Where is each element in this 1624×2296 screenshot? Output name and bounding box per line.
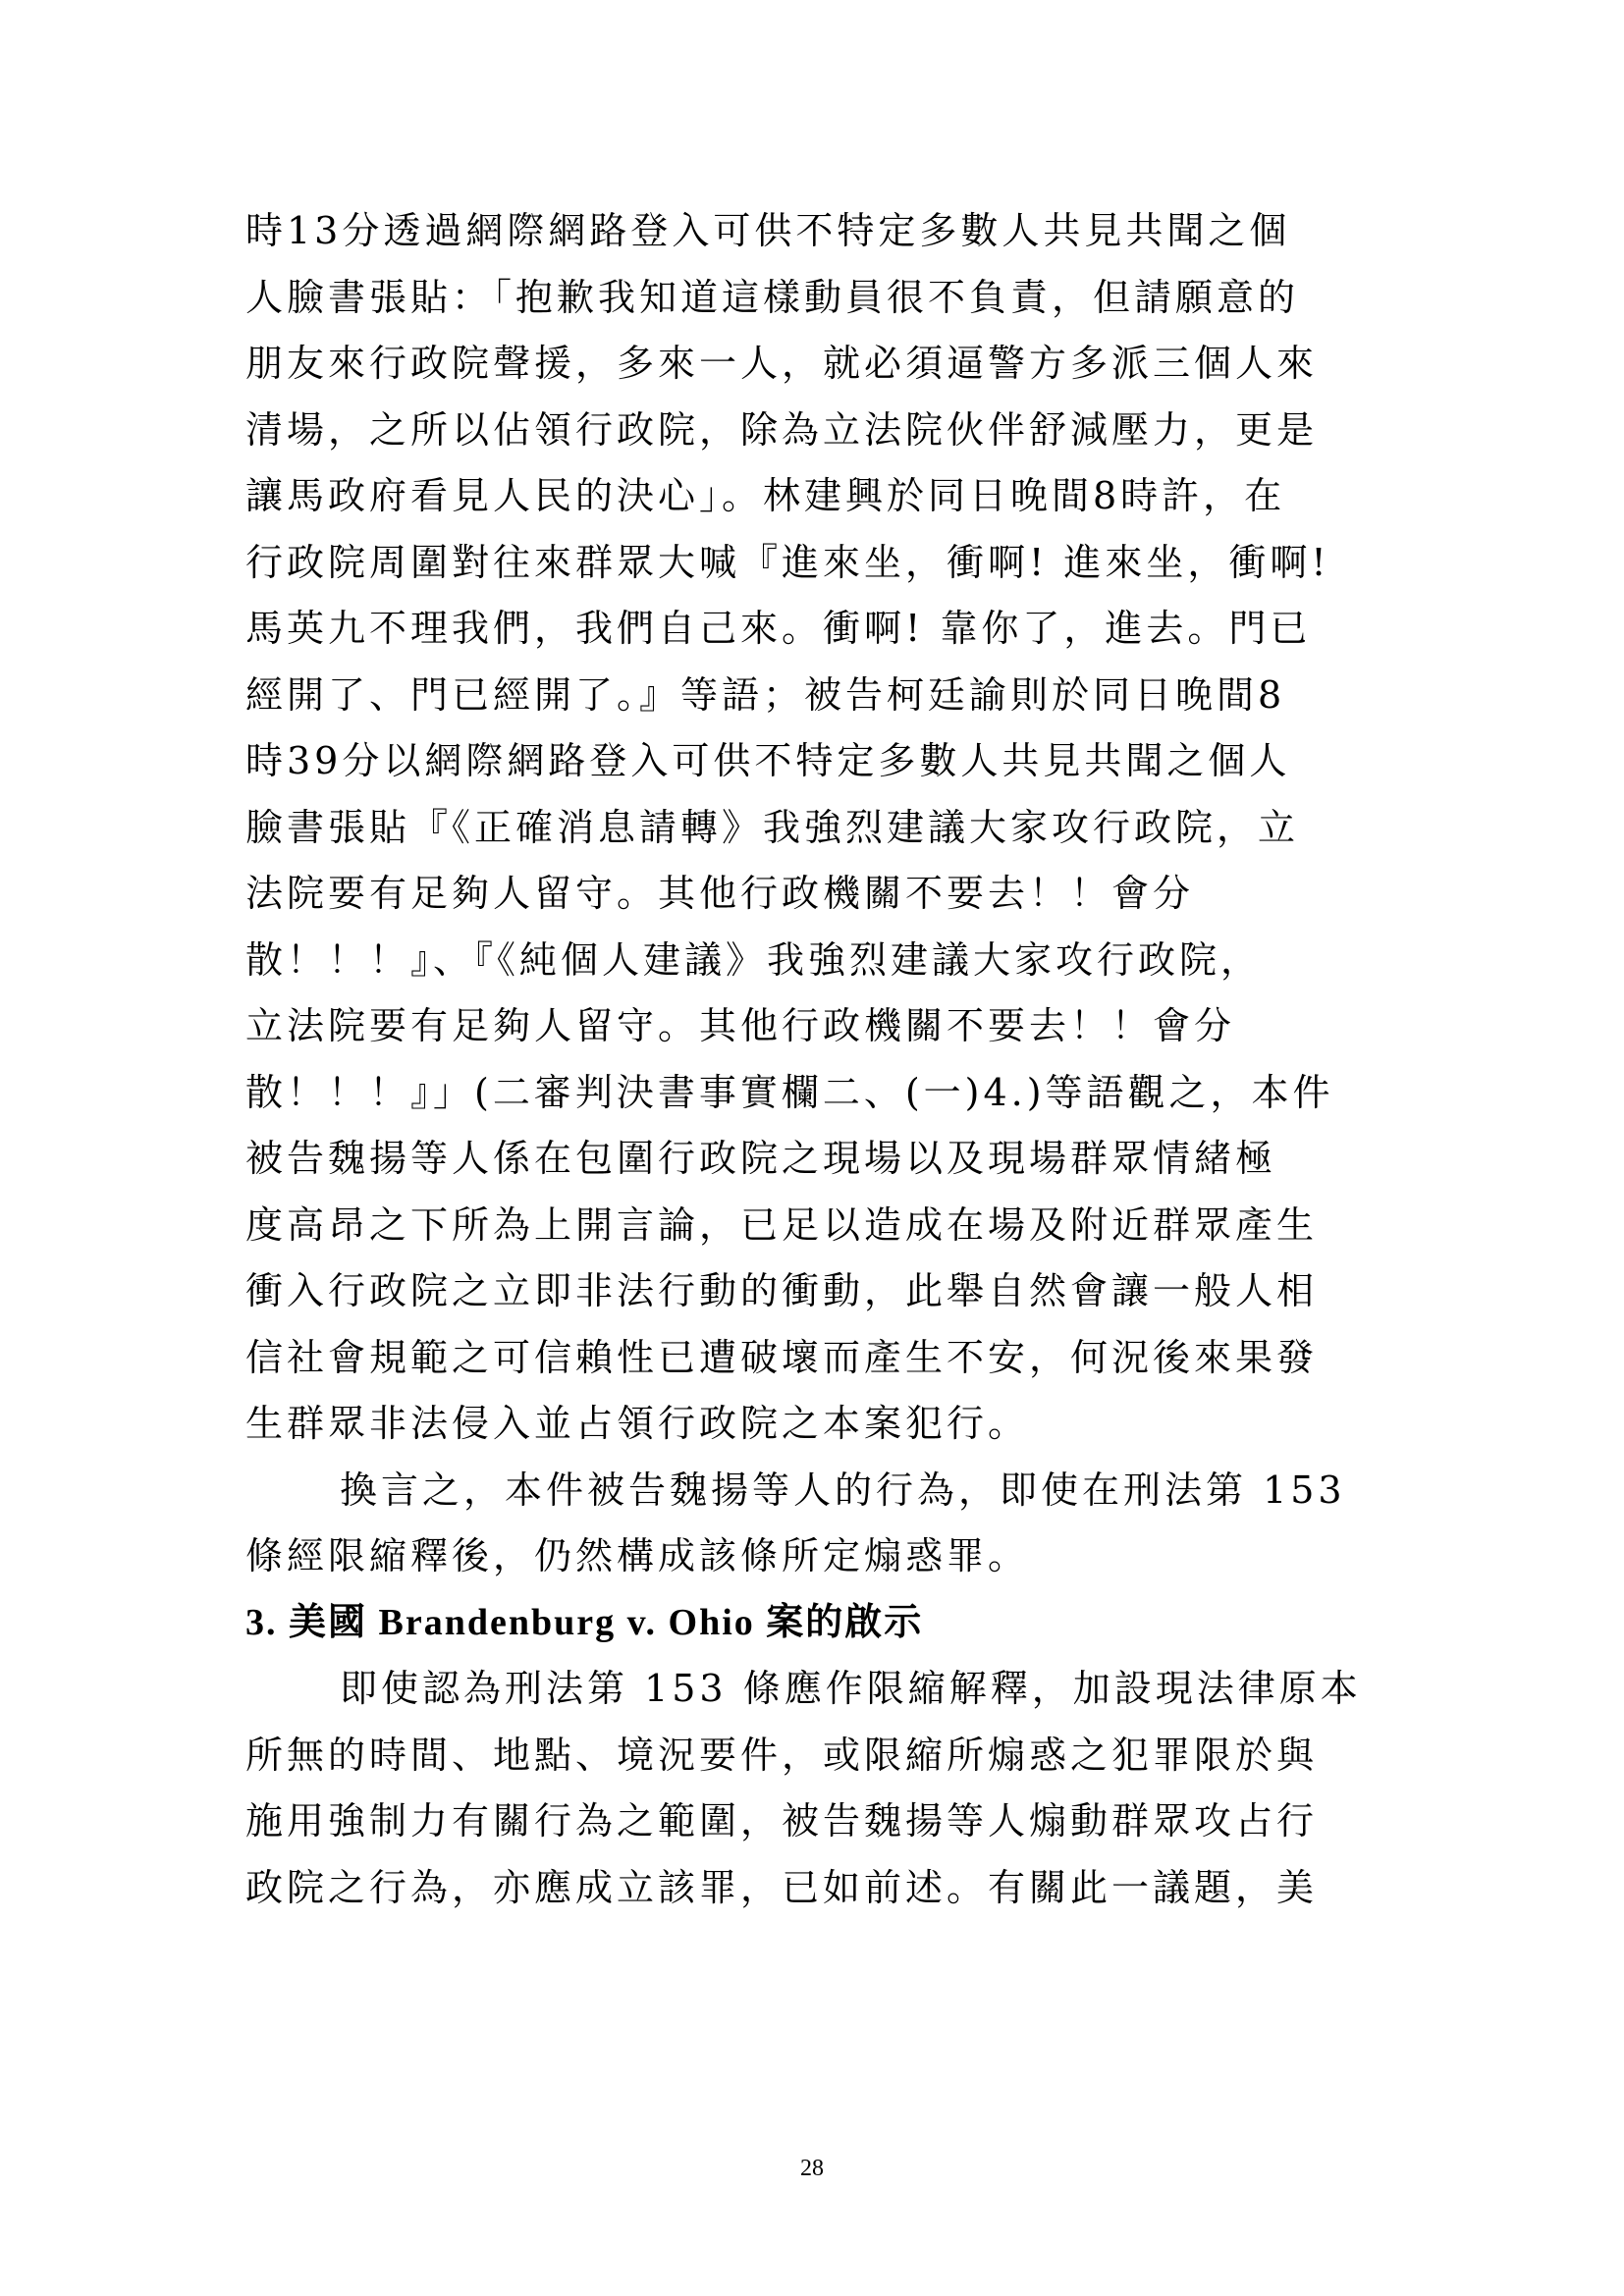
text-line: 行政院周圍對往來群眾大喊『進來坐，衝啊! 進來坐，衝啊! — [245, 540, 1330, 584]
paragraph-line-indented: 換言之，本件被告魏揚等人的行為，即使在刑法第 153 — [340, 1468, 1346, 1512]
text-line: 衝入行政院之立即非法行動的衝動，此舉自然會讓一般人相 — [245, 1269, 1319, 1312]
text-line: 散！！！』、『《純個人建議》我強烈建議大家攻行政院， — [245, 937, 1263, 982]
text-line: 度高昂之下所為上開言論，已足以造成在場及附近群眾產生 — [245, 1202, 1319, 1247]
text-line: 人臉書張貼：「抱歉我知道這樣動員很不負責，但請願意的 — [245, 275, 1300, 319]
paragraph-line-indented: 即使認為刑法第 153 條應作限縮解釋，加設現法律原本 — [340, 1667, 1362, 1710]
text-line: 生群眾非法侵入並占領行政院之本案犯行。 — [245, 1402, 1030, 1445]
text-line: 散！！！』」(二審判決書事實欄二、(一)4.)等語觀之，本件 — [245, 1070, 1334, 1114]
page-number: 28 — [800, 2156, 824, 2181]
text-line: 條經限縮釋後，仍然構成該條所定煽惑罪。 — [245, 1534, 1030, 1577]
text-line: 朋友來行政院聲援，多來一人，就必須逼警方多派三個人來 — [245, 342, 1319, 385]
text-line: 政院之行為，亦應成立該罪，已如前述。有關此一議題，美 — [245, 1865, 1319, 1909]
text-line: 清場，之所以佔領行政院，除為立法院伙伴舒減壓力，更是 — [245, 407, 1319, 452]
body-text — [245, 198, 1384, 1921]
text-line: 經開了、門已經開了。』等語；被告柯廷諭則於同日晚間8 — [245, 672, 1286, 717]
text-line: 信社會規範之可信賴性已遭破壞而產生不安，何況後來果發 — [245, 1335, 1319, 1379]
text-line: 馬英九不理我們，我們自己來。衝啊! 靠你了，進去。門已 — [245, 607, 1312, 650]
text-line: 時39分以網際網路登入可供不特定多數人共見共聞之個人 — [245, 739, 1291, 782]
text-line: 施用強制力有關行為之範圍，被告魏揚等人煽動群眾攻占行 — [245, 1799, 1319, 1842]
text-line: 時13分透過網際網路登入可供不特定多數人共見共聞之個 — [245, 209, 1291, 252]
text-line: 讓馬政府看見人民的決心」。林建興於同日晚間8時許，在 — [245, 474, 1286, 517]
text-line: 立法院要有足夠人留守。其他行政機關不要去！！會分 — [245, 1004, 1236, 1047]
text-line: 法院要有足夠人留守。其他行政機關不要去！！會分 — [245, 872, 1195, 915]
text-line: 被告魏揚等人係在包圍行政院之現場以及現場群眾情緒極 — [245, 1137, 1277, 1180]
section-heading: 3. 美國 Brandenburg v. Ohio 案的啟示 — [245, 1601, 924, 1643]
text-line: 所無的時間、地點、境況要件，或限縮所煽惑之犯罪限於與 — [245, 1733, 1319, 1777]
text-line: 臉書張貼『《正確消息請轉》我強烈建議大家攻行政院，立 — [245, 805, 1300, 849]
